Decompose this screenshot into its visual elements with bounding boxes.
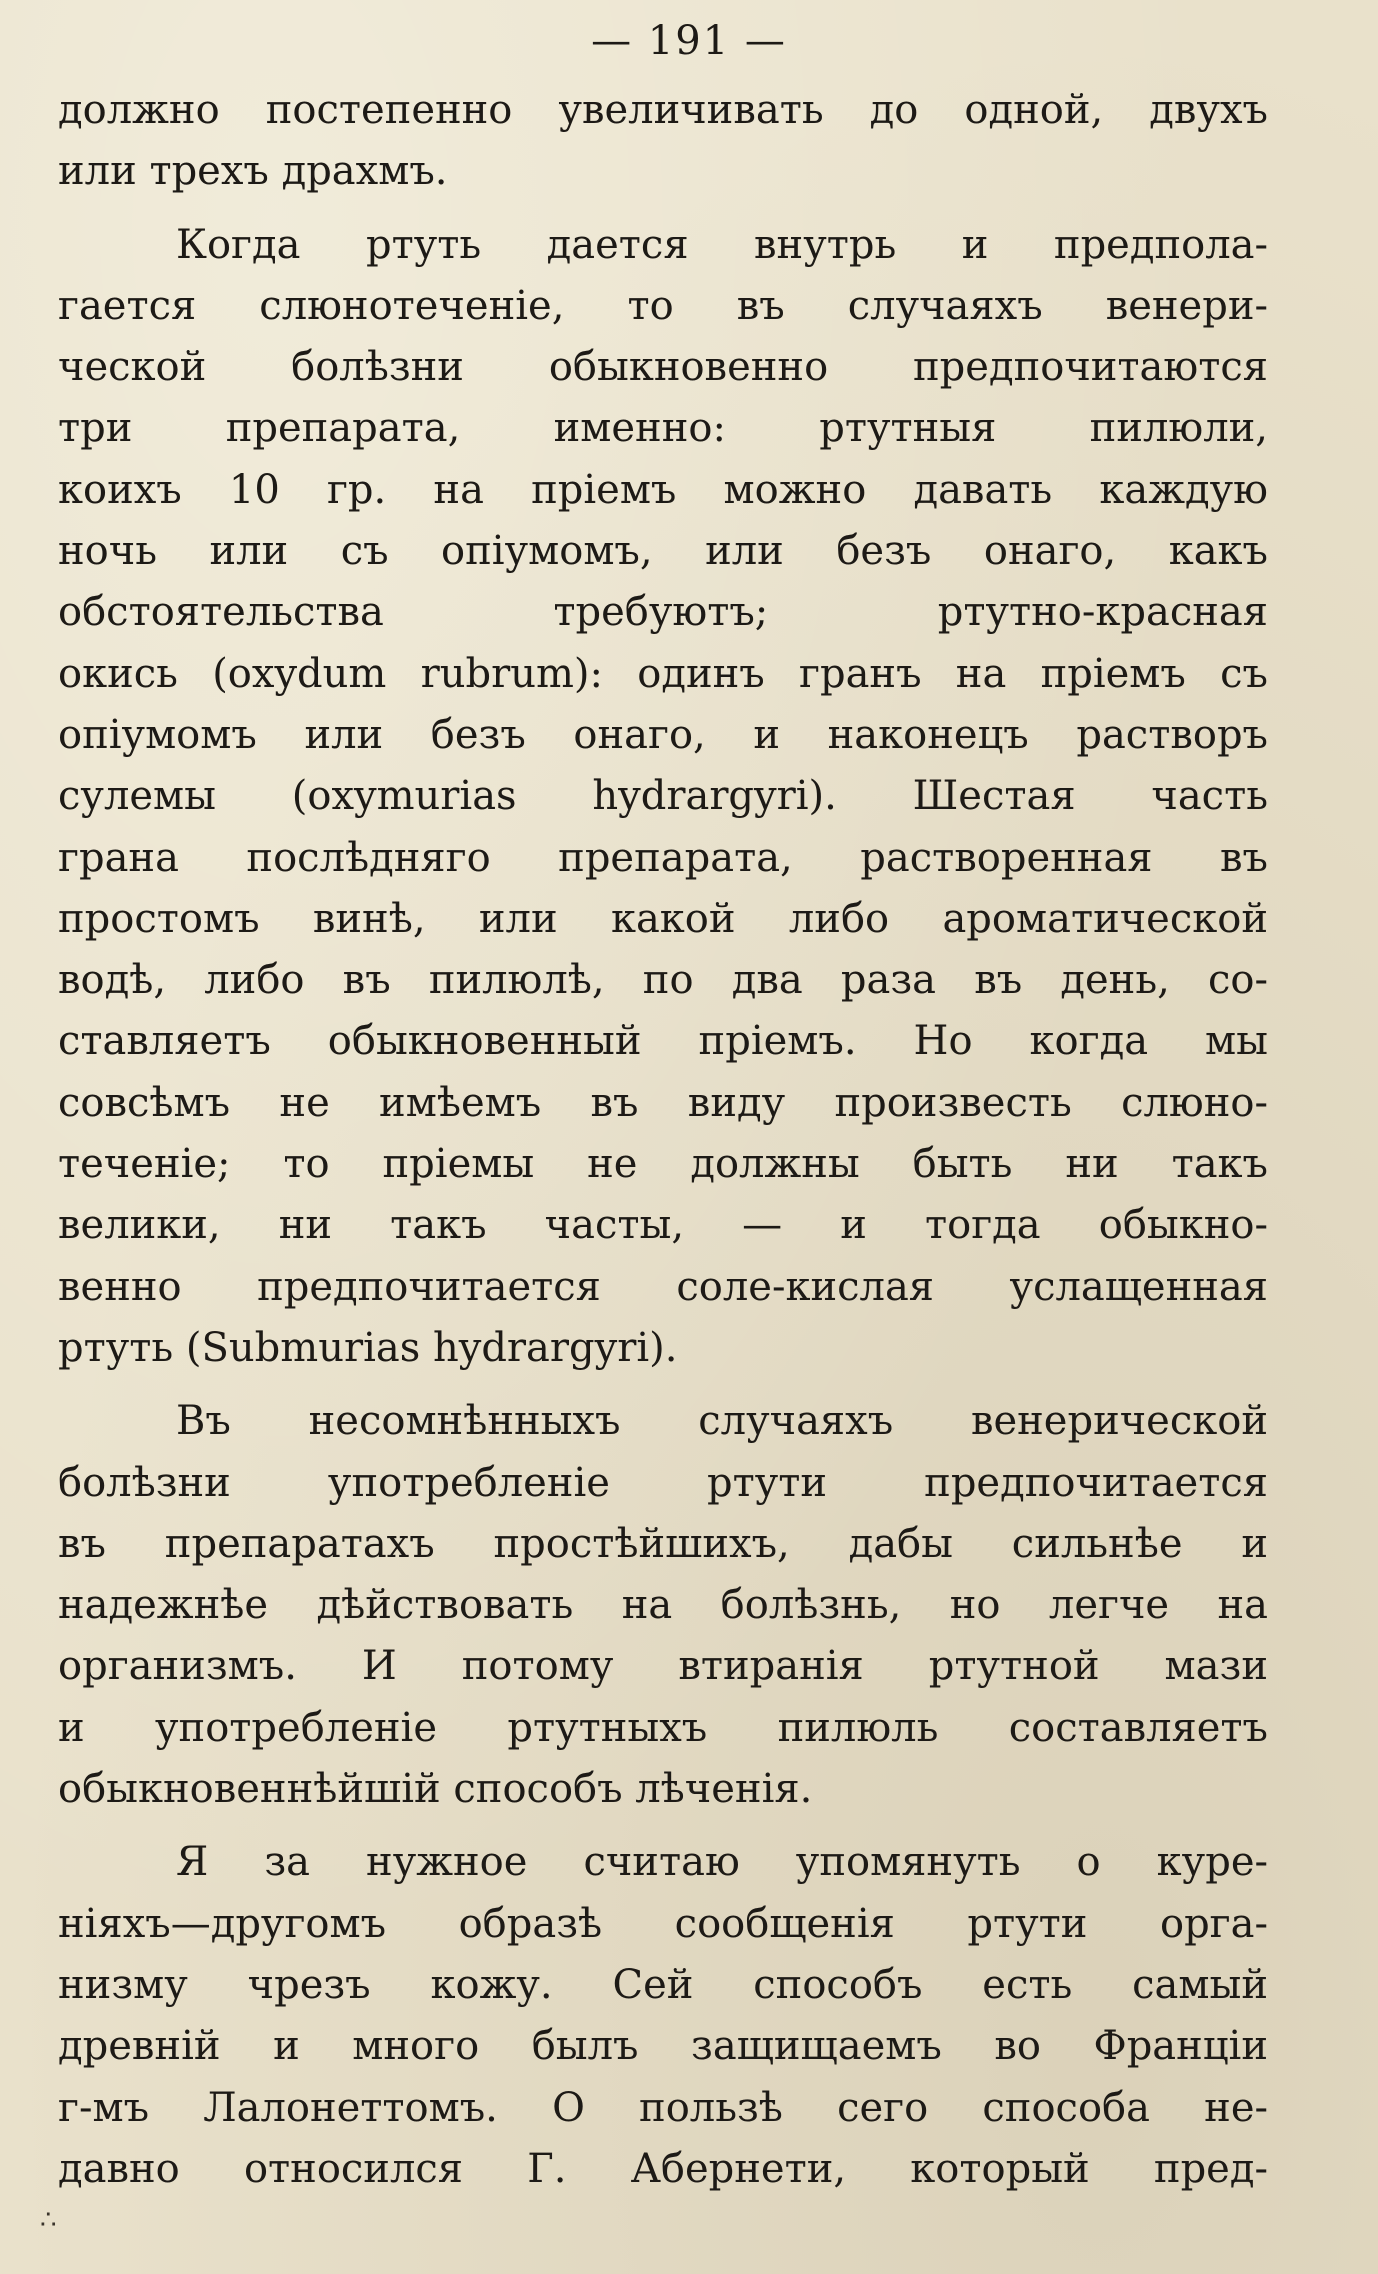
text-line: водѣ, либо въ пилюлѣ, по два раза въ день, со- (58, 957, 1268, 1004)
text-line: Въ несомнѣнныхъ случаяхъ венерической (176, 1398, 1268, 1445)
text-line: надежнѣе дѣйствовать на болѣзнь, но легче на (58, 1582, 1268, 1629)
text-line: низму чрезъ кожу. Сей способъ есть самый (58, 1961, 1268, 2008)
text-line: сулемы (oxymurias hydrargyri). Шестая часть (58, 773, 1268, 820)
text-line: простомъ винѣ, или какой либо ароматической (58, 895, 1268, 942)
text-line: болѣзни употребленіе ртути предпочитается (58, 1459, 1268, 1506)
ink-speck: ∴ (40, 2205, 57, 2235)
text-line: венно предпочитается соле-кислая услащенная (58, 1263, 1268, 1310)
text-line: должно постепенно увеличивать до одной, двухъ (58, 87, 1268, 133)
text-line: ніяхъ—другомъ образѣ сообщенія ртути орга- (58, 1900, 1268, 1947)
paragraph-1 (58, 80, 1268, 203)
text-line: опіумомъ или безъ онаго, и наконецъ растворъ (58, 711, 1268, 758)
paragraph-4 (58, 1832, 1268, 2200)
page-number: — 191 — (591, 18, 787, 64)
text-line: древній и много былъ защищаемъ во Франціи (58, 2023, 1268, 2070)
text-line: и употребленіе ртутныхъ пилюль составляетъ (58, 1704, 1268, 1751)
paragraph-2 (58, 215, 1268, 1380)
text-line: Когда ртуть дается внутрь и предпола- (176, 221, 1268, 268)
text-line: совсѣмъ не имѣемъ въ виду произвесть слюно- (58, 1079, 1268, 1126)
paragraph-3 (58, 1391, 1268, 1820)
text-line: ночь или съ опіумомъ, или безъ онаго, какъ (58, 528, 1268, 575)
text-line: обыкновеннѣйшій способъ лѣченія. (58, 1766, 813, 1813)
text-line: велики, ни такъ часты, — и тогда обыкно- (58, 1202, 1268, 1249)
text-line: три препарата, именно: ртутныя пилюли, (58, 405, 1268, 452)
text-line: Я за нужное считаю упомянуть о куре- (176, 1839, 1268, 1886)
text-line: теченіе; то пріемы не должны быть ни такъ (58, 1141, 1268, 1188)
text-line: грана послѣдняго препарата, растворенная въ (58, 834, 1268, 881)
text-line: давно относился Г. Абернети, который пред- (58, 2145, 1268, 2192)
text-line: въ препаратахъ простѣйшихъ, дабы сильнѣе и (58, 1520, 1268, 1567)
text-line: ческой болѣзни обыкновенно предпочитаются (58, 344, 1268, 391)
text-line: г-мъ Лалонеттомъ. О пользѣ сего способа не- (58, 2084, 1268, 2131)
text-line: гается слюнотеченіе, то въ случаяхъ венери- (58, 282, 1268, 329)
text-line: окись (oxydum rubrum): одинъ гранъ на пріемъ съ (58, 650, 1268, 697)
text-line: ставляетъ обыкновенный пріемъ. Но когда мы (58, 1018, 1268, 1065)
text-line: ртуть (Submurias hydrargyri). (58, 1324, 678, 1371)
text-line: коихъ 10 гр. на пріемъ можно давать каждую (58, 466, 1268, 513)
text-line: обстоятельства требуютъ; ртутно-красная (58, 589, 1268, 636)
text-line: или трехъ драхмъ. (58, 148, 448, 195)
body-text (58, 80, 1268, 2200)
text-line: организмъ. И потому втиранія ртутной мази (58, 1643, 1268, 1690)
